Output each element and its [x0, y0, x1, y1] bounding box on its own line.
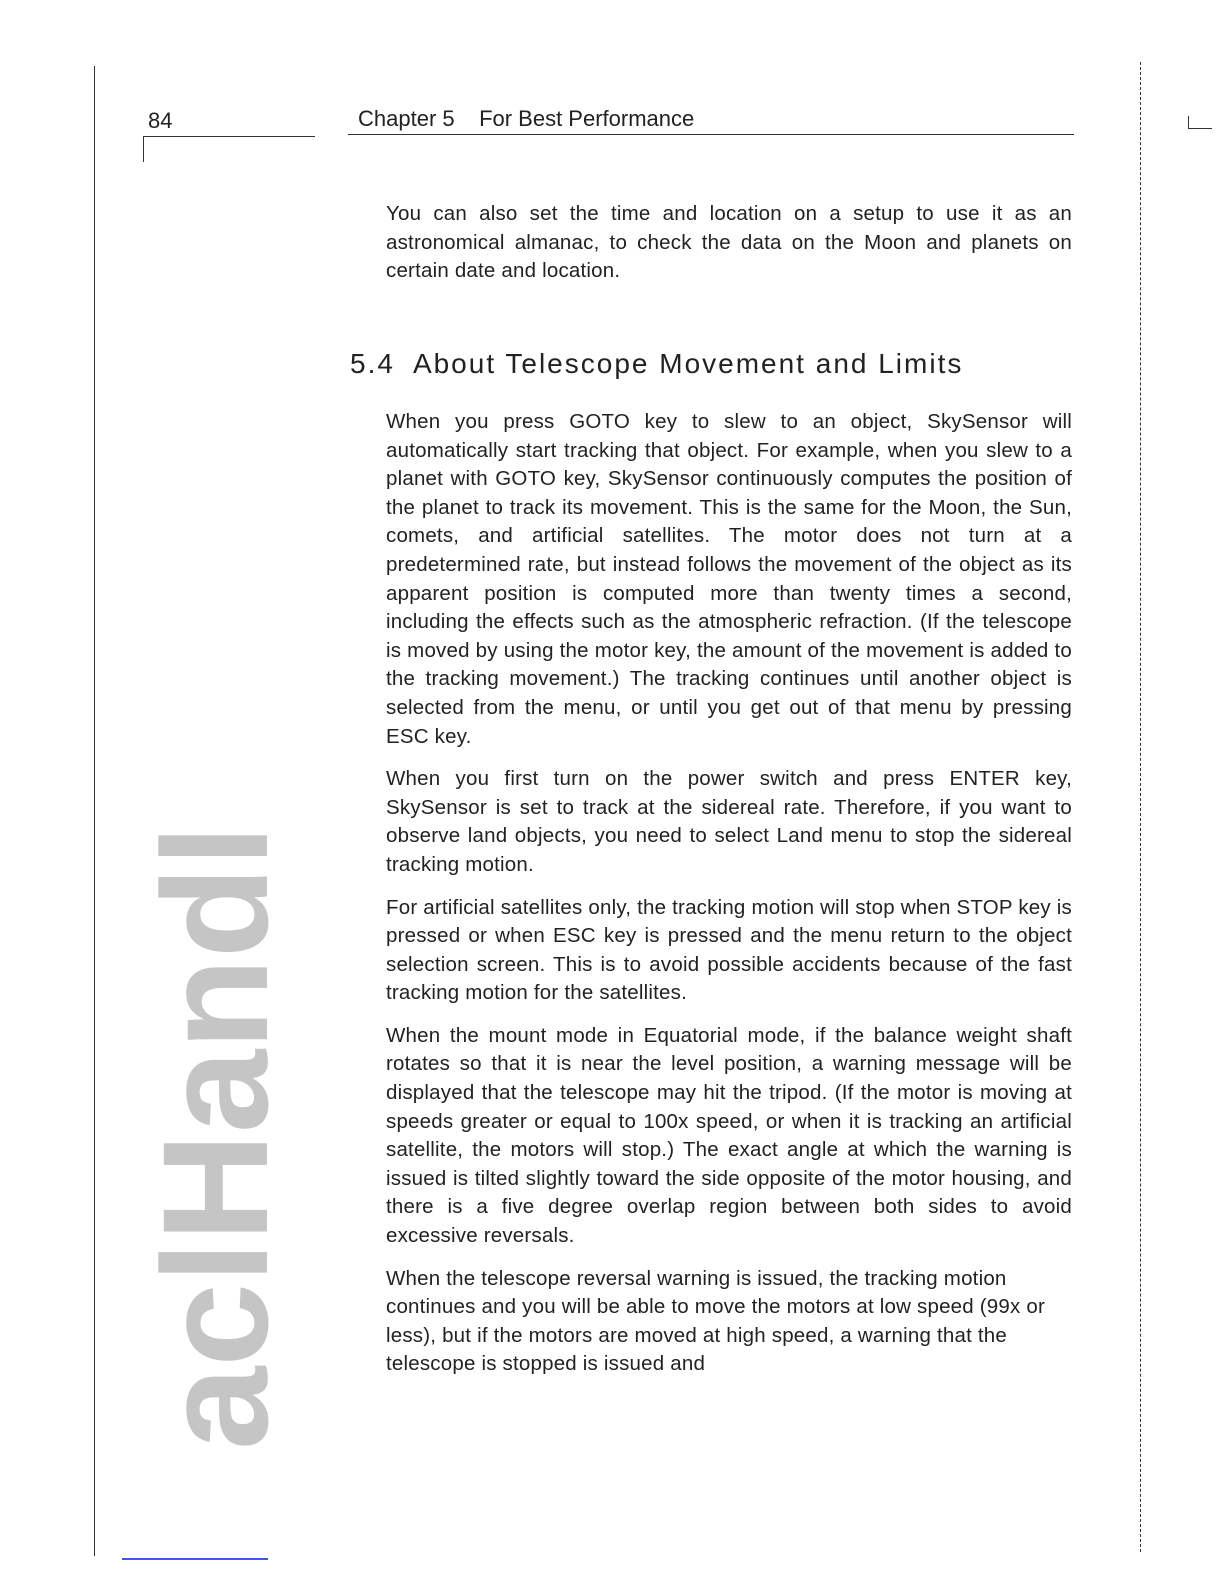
- paragraph: When you first turn on the power switch and press ENTER key, SkySensor is set to track at the sidereal rate. Therefore, if you want to observe land objects, you need to select Land menu to stop the sidereal tracking motion.: [386, 767, 1072, 876]
- paragraph: When you press GOTO key to slew to an object, SkySensor will automatically start tracking that object. For example, when you slew to a planet with GOTO key, SkySensor continuously computes the position of the planet to track its movement. This is the same for the Moon, the Sun, comets, and artificial satellites. The motor does not turn at a predetermined rate, but instead follows the movement of the object as its apparent position is computed more than twenty times a second, including the effects such as the atmospheric refraction. (If the telescope is moved by using the motor key, the amount of the movement is added to the tracking movement.) The tracking continues until another object is selected from the menu, or until you get out of that menu by pressing ESC key.: [386, 410, 1072, 748]
- intro-text: [386, 200, 1072, 300]
- page-edge-mark-v: [1188, 116, 1189, 128]
- blue-underline: [122, 1558, 268, 1560]
- intro-paragraph: You can also set the time and location on a setup to use it as an astronomical almanac, to check the data on the Moon and planets on certain date and location.: [386, 202, 1072, 283]
- watermark: aclHandl: [131, 824, 299, 1450]
- right-margin-line: [1140, 62, 1141, 1552]
- section-title: 5.4 About Telescope Movement and Limits: [350, 348, 964, 379]
- paragraph: For artificial satellites only, the tracking motion will stop when STOP key is pressed or when ESC key is pressed and the menu return to the object selection screen. This is to avoid possible accidents because of the fast tracking motion for the satellites.: [386, 895, 1072, 1005]
- left-margin-line: [94, 66, 95, 1556]
- header-rule-left: [143, 136, 315, 137]
- chapter-header: Chapter 5 For Best Performance: [358, 106, 695, 131]
- page-number: 84: [148, 108, 173, 133]
- paragraph: When the telescope reversal warning is issued, the tracking motion continues and you will be able to move the motors at low speed (99x or less), but if the motors are moved at high speed, a warning that the telescope is stopped is issued and: [386, 1266, 1045, 1376]
- page-edge-mark: [1188, 128, 1212, 129]
- section-body: [386, 408, 1072, 1393]
- header-rule-right: [348, 134, 1074, 135]
- paragraph: When the mount mode in Equatorial mode, if the balance weight shaft rotates so that it is near the level position, a warning message will be displayed that the telescope may hit the tripod. (If the motor is moving at speeds greater or equal to 100x speed, or when it is tracking an artificial satellite, the motors will stop.) The exact angle at which the warning is issued is tilted slightly toward the side opposite of the motor housing, and there is a five degree overlap region between both sides to avoid excessive reversals.: [386, 1023, 1072, 1248]
- corner-mark: [143, 136, 144, 162]
